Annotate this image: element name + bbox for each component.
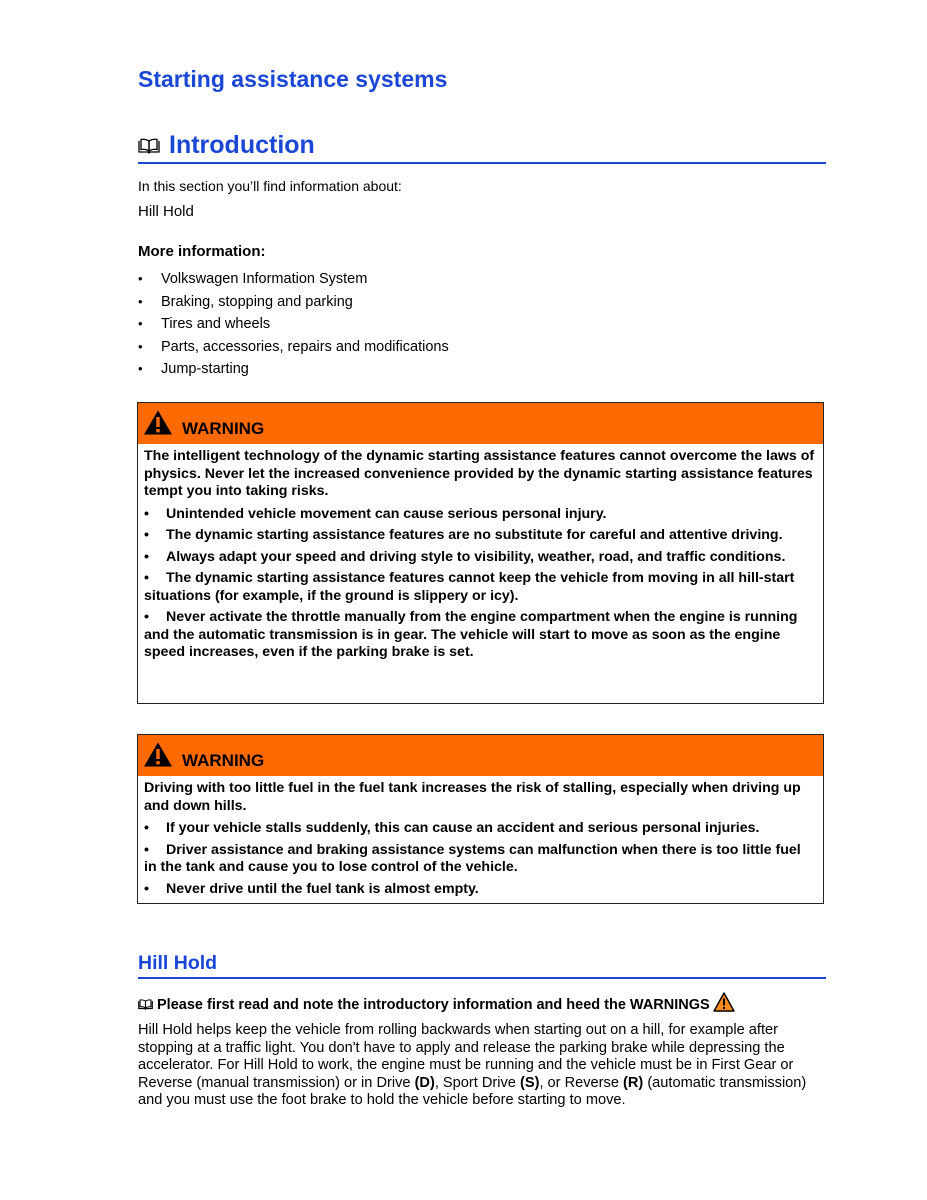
warning-body bbox=[138, 776, 823, 903]
page-title: Starting assistance systems bbox=[138, 66, 448, 92]
warning-label: WARNING bbox=[182, 751, 265, 770]
read-first-note bbox=[138, 992, 735, 1013]
warning-bullet: • Always adapt your speed and driving style to visibility, weather, road, and traffic conditions. bbox=[144, 548, 786, 565]
warning-bullet: • Unintended vehicle movement can cause serious personal injury. bbox=[144, 505, 607, 522]
warning-label: WARNING bbox=[182, 419, 265, 438]
warning-triangle-icon bbox=[143, 409, 173, 436]
more-information-label: More information: bbox=[138, 243, 266, 260]
warning-box bbox=[137, 402, 824, 704]
hill-hold-heading-text: Hill Hold bbox=[138, 952, 218, 974]
warning-triangle-icon bbox=[713, 992, 735, 1012]
warning-header bbox=[138, 403, 823, 444]
warning-text: The intelligent technology of the dynamic starting assistance features cannot overcome the laws of physics. Never let the increased convenience provided by the dynamic starting assistance features tempt you into taking risks. bbox=[144, 448, 815, 499]
book-icon bbox=[138, 138, 160, 154]
warning-header bbox=[138, 735, 823, 776]
warning-bullet: • The dynamic starting assistance features are no substitute for careful and attentive driving. bbox=[144, 527, 783, 543]
more-information-list bbox=[138, 268, 449, 381]
list-item: • Volkswagen Information System bbox=[138, 268, 449, 291]
warning-body bbox=[138, 444, 823, 667]
read-first-text: Please first read and note the introductory information and heed the WARNINGS bbox=[157, 997, 710, 1013]
warning-bullet: • Driver assistance and braking assistance systems can malfunction when there is too little fuel in the tank and cause you to lose control of the vehicle. bbox=[144, 841, 801, 875]
intro-topic: Hill Hold bbox=[138, 203, 194, 220]
list-item: • Parts, accessories, repairs and modifications bbox=[138, 336, 449, 359]
warning-bullet: • Never activate the throttle manually from the engine compartment when the engine is running and the automatic transmission is in gear. The vehicle will start to move as soon as the engine speed increases, even if the parking brake is set. bbox=[144, 609, 798, 660]
introduction-heading-text: Introduction bbox=[169, 131, 315, 159]
book-icon bbox=[138, 999, 153, 1010]
warning-box bbox=[137, 734, 824, 904]
warning-triangle-icon bbox=[143, 741, 173, 768]
hill-hold-description: Hill Hold helps keep the vehicle from rolling backwards when starting out on a hill, for example after stopping at a traffic light. You don't have to apply and release the parking brake while depressing the accelerator. For Hill Hold to work, the engine must be running and the vehicle must be in First Gear or Reverse (manual transmission) or in Drive (D), Sport Drive (S), or Reverse (R) (automatic transmission) and you must use the foot brake to hold the vehicle before starting to move. bbox=[138, 1022, 807, 1108]
warning-bullet: • The dynamic starting assistance features cannot keep the vehicle from moving in all hill-start situations (for example, if the ground is slippery or icy). bbox=[144, 570, 795, 604]
list-item: • Jump-starting bbox=[138, 358, 449, 381]
warning-text: Driving with too little fuel in the fuel tank increases the risk of stalling, especially when driving up and down hills. bbox=[144, 780, 801, 814]
warning-bullet: • Never drive until the fuel tank is almost empty. bbox=[144, 880, 479, 897]
warning-bullet: • If your vehicle stalls suddenly, this can cause an accident and serious personal injuries. bbox=[144, 820, 760, 836]
intro-lead: In this section you’ll find information about: bbox=[138, 178, 402, 194]
introduction-heading bbox=[138, 130, 826, 164]
list-item: • Tires and wheels bbox=[138, 313, 449, 336]
hill-hold-heading bbox=[138, 952, 826, 979]
list-item: • Braking, stopping and parking bbox=[138, 291, 449, 314]
